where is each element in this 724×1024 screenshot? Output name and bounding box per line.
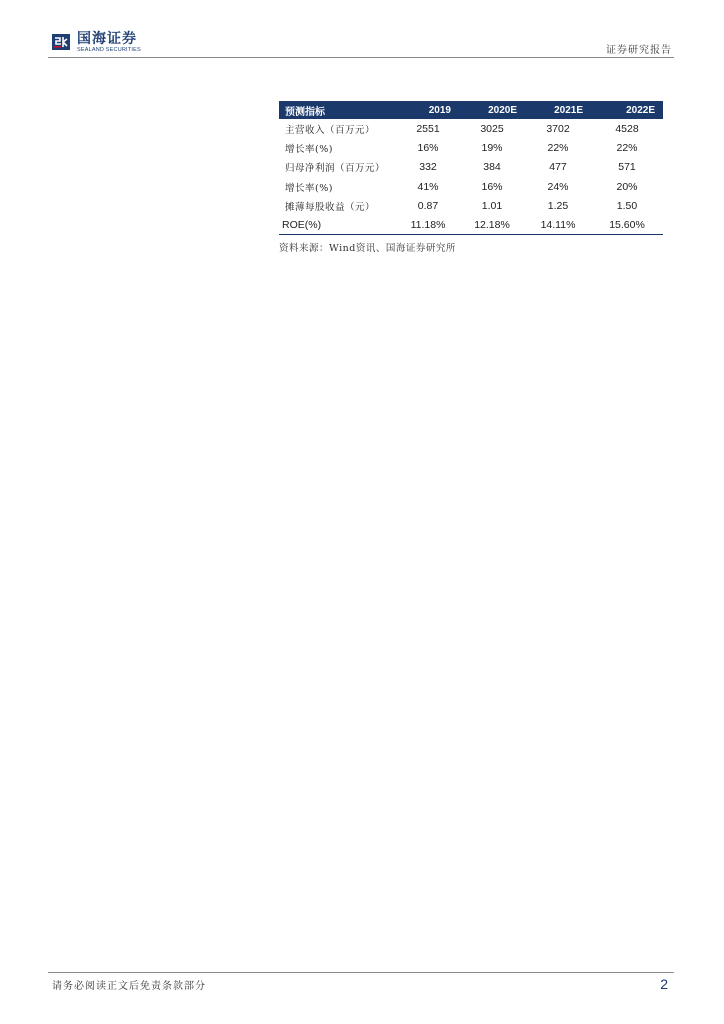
company-logo	[51, 32, 141, 56]
page-header	[48, 32, 674, 58]
table-cell: 3025	[480, 122, 504, 135]
table-cell: 0.87	[417, 199, 439, 212]
logo-english-name: SEALAND SECURITIES	[77, 47, 141, 53]
header-year-cell: 2020E	[488, 104, 517, 116]
table-row	[279, 215, 663, 234]
logo-chinese-name: 国海证券	[77, 31, 137, 47]
table-row	[279, 158, 663, 177]
forecast-table-container	[279, 101, 663, 235]
row-label: 归母净利润（百万元）	[285, 163, 386, 175]
row-label: 主营收入（百万元）	[285, 124, 376, 136]
table-cell: 11.18%	[397, 215, 459, 234]
table-cell: 477	[549, 161, 567, 174]
table-cell: 15.60%	[591, 215, 663, 234]
table-row	[279, 119, 663, 138]
table-header-row	[279, 101, 663, 119]
row-label: ROE(%)	[279, 215, 397, 234]
footer-disclaimer: 请务必阅读正文后免责条款部分	[52, 981, 206, 992]
table-row	[279, 138, 663, 157]
header-year-cell: 2021E	[554, 104, 583, 116]
forecast-table	[279, 101, 663, 235]
table-cell: 20%	[616, 180, 638, 193]
table-cell: 12.18%	[459, 215, 525, 234]
table-cell: 41%	[417, 180, 439, 193]
table-cell: 1.50	[616, 199, 638, 212]
header-label-cell: 预测指标	[285, 106, 325, 118]
table-row	[279, 196, 663, 215]
table-cell: 22%	[547, 141, 569, 154]
table-cell: 1.25	[547, 199, 569, 212]
table-cell: 2551	[416, 122, 440, 135]
table-cell: 384	[483, 161, 501, 174]
table-cell: 332	[419, 161, 437, 174]
table-cell: 571	[618, 161, 636, 174]
table-cell: 3702	[546, 122, 570, 135]
table-cell: 4528	[615, 122, 639, 135]
report-type-label: 证券研究报告	[606, 45, 672, 56]
table-cell: 1.01	[481, 199, 503, 212]
table-cell: 14.11%	[525, 215, 591, 234]
table-cell: 24%	[547, 180, 569, 193]
row-label: 增长率(%)	[285, 182, 333, 194]
table-source-note: 资料来源：Wind资讯、国海证券研究所	[279, 243, 456, 254]
row-label: 摊薄每股收益（元）	[285, 201, 376, 213]
header-year-cell: 2022E	[626, 104, 655, 116]
page-number: 2	[660, 976, 668, 992]
table-row	[279, 177, 663, 196]
footer-divider	[48, 972, 674, 973]
header-year-cell: 2019	[428, 104, 451, 116]
table-cell: 16%	[417, 141, 439, 154]
row-label: 增长率(%)	[285, 143, 333, 155]
sealand-logo-icon	[51, 32, 71, 52]
table-cell: 16%	[481, 180, 503, 193]
table-cell: 22%	[616, 141, 638, 154]
table-cell: 19%	[481, 141, 503, 154]
header-divider	[48, 57, 674, 58]
